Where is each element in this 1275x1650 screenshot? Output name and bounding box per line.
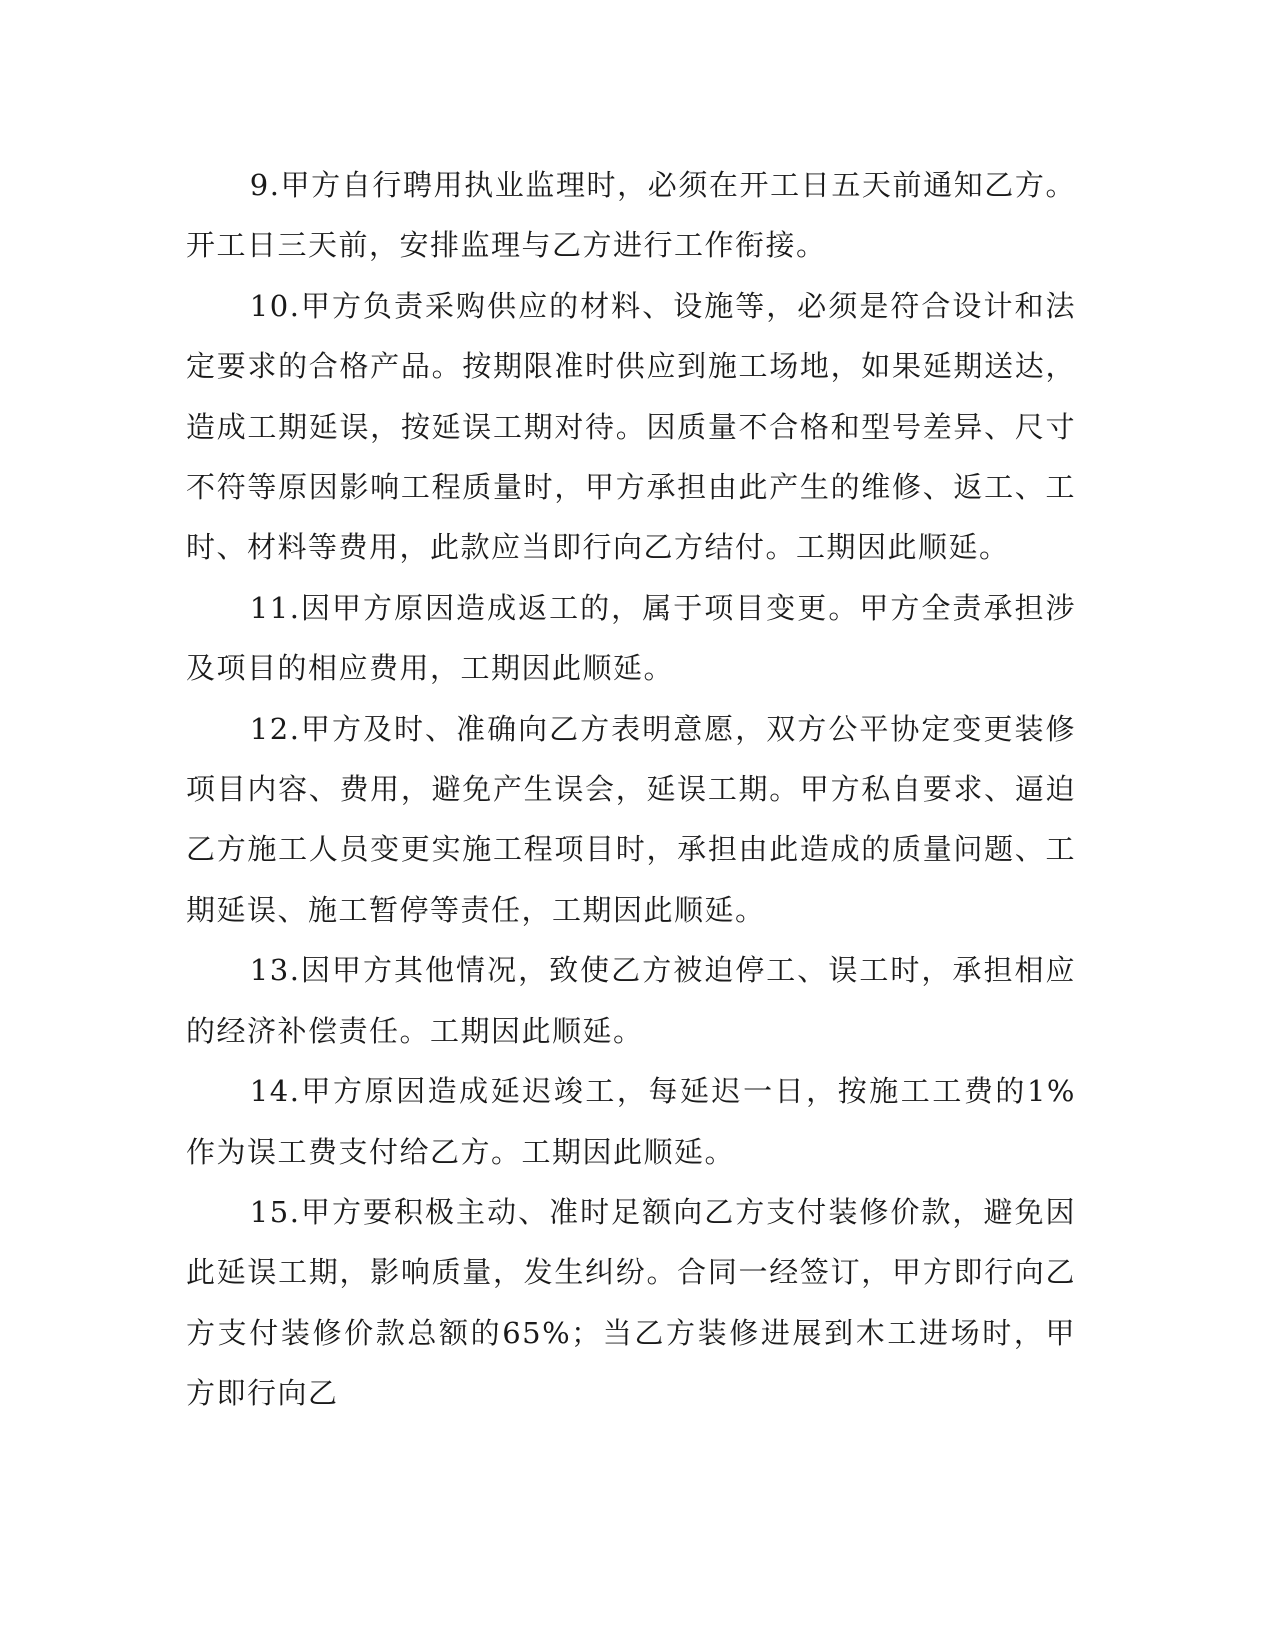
document-body: [186, 155, 1076, 1424]
clause-13: 13.因甲方其他情况，致使乙方被迫停工、误工时，承担相应的经济补偿责任。工期因此顺延。: [186, 953, 1076, 1048]
clause-14: 14.甲方原因造成延迟竣工，每延迟一日，按施工工费的1%作为误工费支付给乙方。工期因此顺延。: [186, 1074, 1076, 1169]
clause-10: 10.甲方负责采购供应的材料、设施等，必须是符合设计和法定要求的合格产品。按期限准时供应到施工场地，如果延期送达，造成工期延误，按延误工期对待。因质量不合格和型号差异、尺寸不符等原因影响工程质量时，甲方承担由此产生的维修、返工、工时、材料等费用，此款应当即行向乙方结付。工期因此顺延。: [186, 288, 1076, 565]
clause-12: 12.甲方及时、准确向乙方表明意愿，双方公平协定变更装修项目内容、费用，避免产生误会，延误工期。甲方私自要求、逼迫乙方施工人员变更实施工程项目时，承担由此造成的质量问题、工期延误、施工暂停等责任，工期因此顺延。: [186, 711, 1076, 927]
clause-11: 11.因甲方原因造成返工的，属于项目变更。甲方全责承担涉及项目的相应费用，工期因此顺延。: [186, 590, 1076, 686]
clause-15: 15.甲方要积极主动、准时足额向乙方支付装修价款，避免因此延误工期，影响质量，发生纠纷。合同一经签订，甲方即行向乙方支付装修价款总额的65%；当乙方装修进展到木工进场时，甲方即行向乙: [186, 1194, 1076, 1411]
clause-9: 9.甲方自行聘用执业监理时，必须在开工日五天前通知乙方。开工日三天前，安排监理与乙方进行工作衔接。: [186, 168, 1076, 263]
